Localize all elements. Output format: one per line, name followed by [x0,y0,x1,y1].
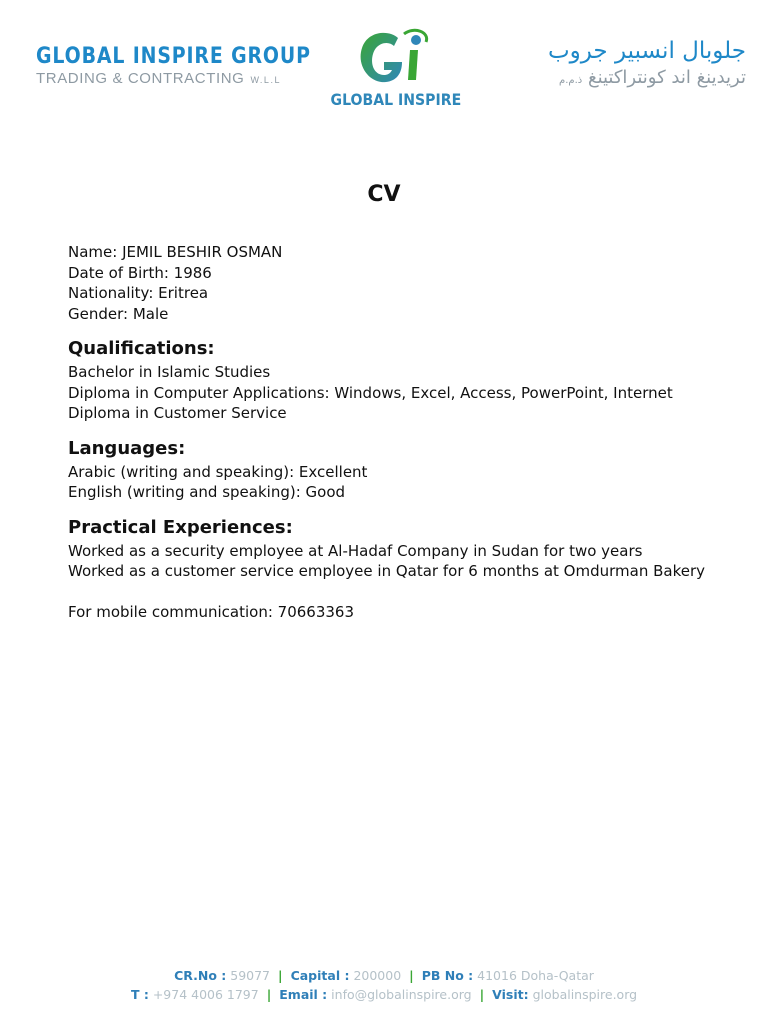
languages-heading: Languages: [68,437,186,459]
email-value[interactable]: info@globalinspire.org [331,987,472,1002]
personal-nationality: Nationality: Eritrea [68,284,209,302]
visit-label: Visit: [492,987,529,1002]
footer-separator: | [266,987,272,1002]
tel-label: T : [130,987,149,1002]
tel-value: +974 4006 1797 [152,987,259,1002]
cr-label: CR.No : [174,968,227,983]
letterhead-right [548,36,746,93]
letterhead-left [36,44,356,89]
experience-item: Worked as a security employee at Al-Hadaf Company in Sudan for two years [68,541,643,560]
capital-value: 200000 [353,968,402,983]
email-label: Email : [279,987,328,1002]
capital-label: Capital : [290,968,350,983]
qualification-item: Diploma in Computer Applications: Windows, Excel, Access, PowerPoint, Internet [68,383,673,402]
subtitle-ar-text: تريدينغ اند كونتراكتينغ [587,67,746,88]
contact-line: For mobile communication: 70663363 [68,602,355,621]
footer-line-1 [0,966,768,985]
cv-content [68,242,708,622]
company-name-en: GLOBAL INSPIRE GROUP [36,44,311,69]
pb-label: PB No : [421,968,474,983]
personal-name: Name: JEMIL BESHIR OSMAN [68,243,283,261]
subtitle-suffix: W.L.L [250,75,281,85]
personal-dob: Date of Birth: 1986 [68,263,212,282]
footer [0,966,768,1004]
company-subtitle-ar [548,66,746,93]
footer-line-2 [0,985,768,1004]
qualification-item: Bachelor in Islamic Studies [68,363,271,381]
language-item: Arabic (writing and speaking): Excellent [68,462,368,481]
logo-text: GLOBAL INSPIRE [330,90,462,109]
document-title: CV [367,182,401,207]
footer-separator: | [479,987,485,1002]
experience-heading: Practical Experiences: [68,516,293,538]
footer-separator: | [278,968,283,983]
gi-logo-icon [354,28,434,86]
company-logo [322,28,464,112]
subtitle-text: TRADING & CONTRACTING [36,70,245,87]
subtitle-ar-suffix: ذ.م.م [559,75,583,86]
experience-item: Worked as a customer service employee in Qatar for 6 months at Omdurman Bakery [68,562,706,580]
language-item: English (writing and speaking): Good [68,483,346,501]
qualifications-heading: Qualifications: [68,338,215,359]
footer-separator: | [409,968,414,983]
cr-value: 59077 [230,968,271,983]
qualification-item: Diploma in Customer Service [68,404,287,422]
personal-gender: Gender: Male [68,304,169,323]
company-name-ar: جلوبال انسبير جروب [547,38,746,64]
visit-value[interactable]: globalinspire.org [532,987,638,1002]
company-subtitle-en [36,70,356,89]
pb-value: 41016 Doha-Qatar [477,968,594,983]
